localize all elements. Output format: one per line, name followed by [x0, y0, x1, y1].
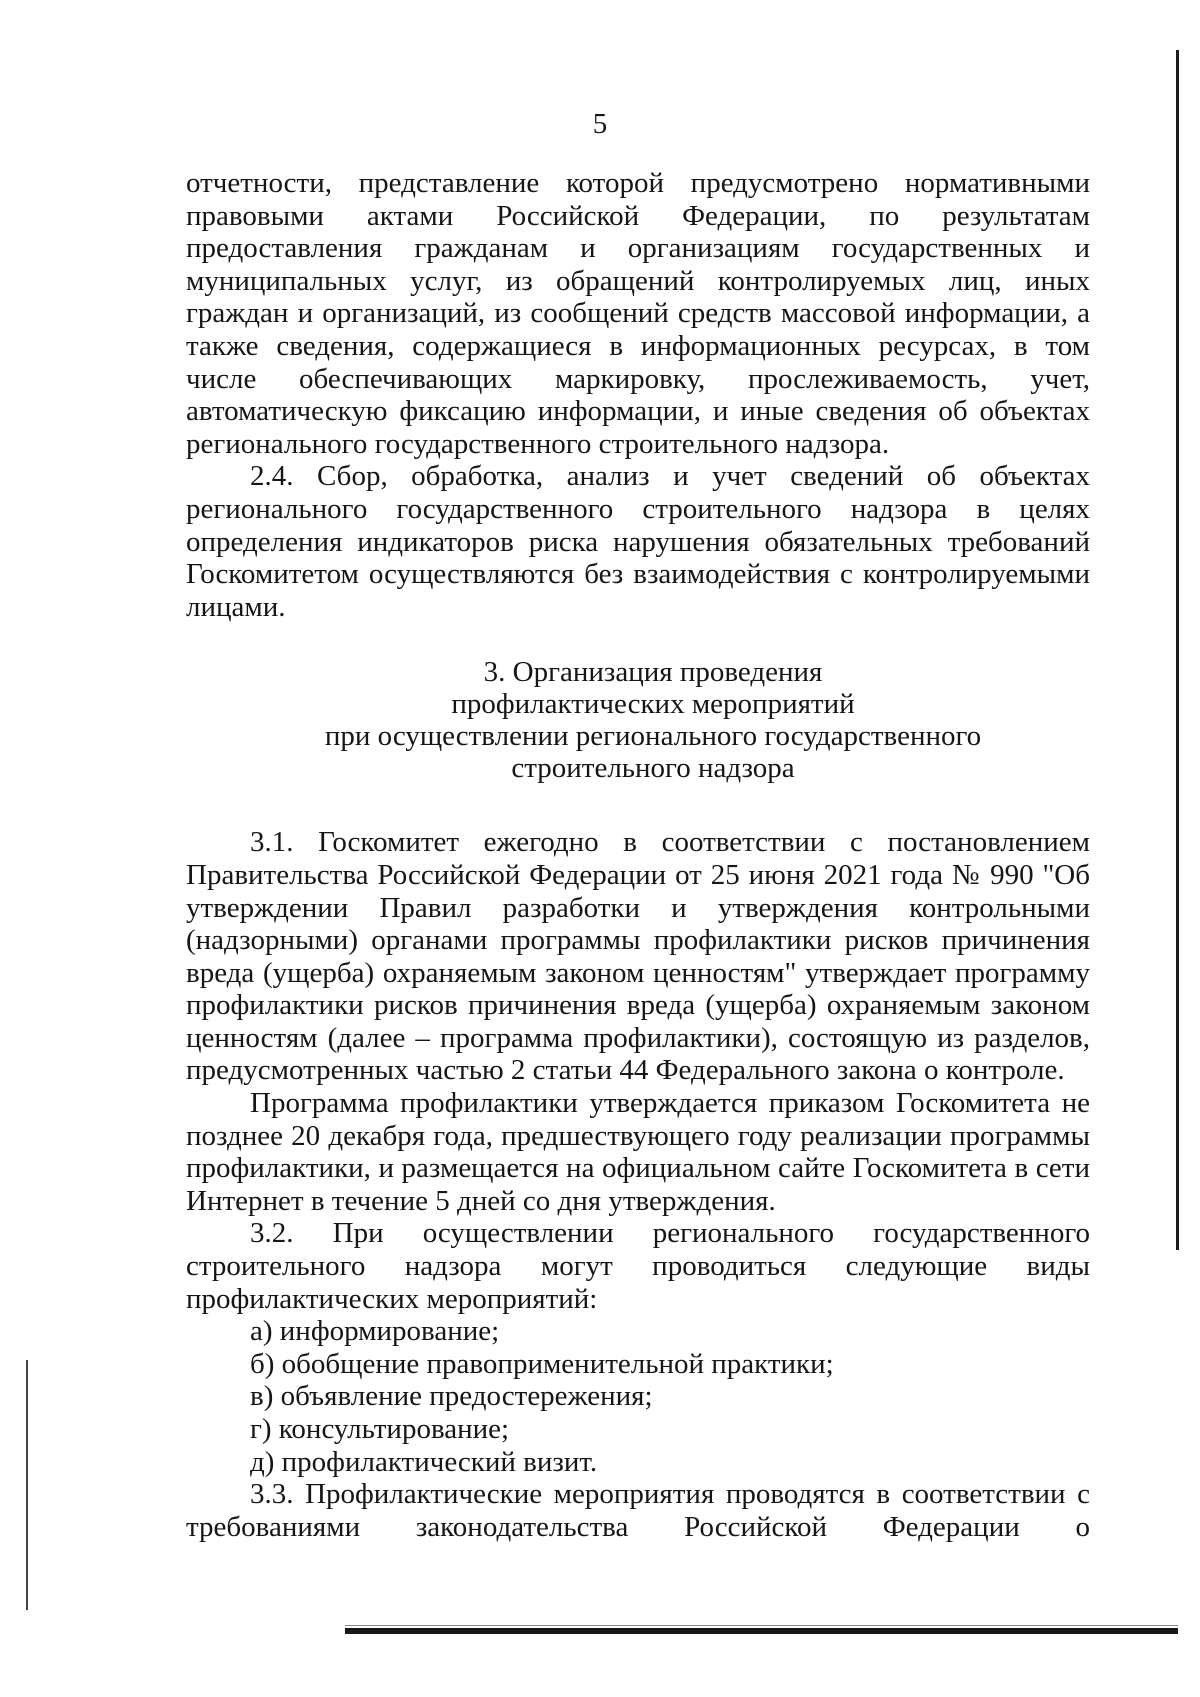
- section-heading-line: при осуществлении регионального государственного: [324, 720, 982, 753]
- section-heading-line: профилактических мероприятий: [451, 688, 855, 721]
- paragraph-3-2: 3.2. При осуществлении регионального государственного строительного надзора могут проводиться следующие виды профилактических мероприятий:: [186, 1217, 1090, 1315]
- list-item-c: в) объявление предостережения;: [250, 1380, 653, 1413]
- document-body: [186, 167, 1090, 1543]
- paragraph-3-1: 3.1. Госкомитет ежегодно в соответствии с постановлением Правительства Российской Федерации от 25 июня 2021 года № 990 "Об утверждении Правил разработки и утверждения контрольными (надзорными) органами программы профилактики рисков причинения вреда (ущерба) охраняемым законом ценностям" утверждает программу профилактики рисков причинения вреда (ущерба) охраняемым законом ценностям (далее – программа профилактики), состоящую из разделов, предусмотренных частью 2 статьи 44 Федерального закона о контроле.: [186, 826, 1090, 1087]
- scan-edge-right: [1176, 50, 1179, 1250]
- page-number: 5: [592, 108, 608, 140]
- list-item-a: а) информирование;: [250, 1315, 500, 1348]
- paragraph-3-3: 3.3. Профилактические мероприятия проводятся в соответствии с требованиями законодательства Российской Федерации о: [186, 1478, 1090, 1543]
- section-heading-line: строительного надзора: [511, 752, 795, 785]
- scan-edge-bottom-thin: [345, 1625, 1178, 1626]
- paragraph-intro-continuation: отчетности, представление которой предусмотрено нормативными правовыми актами Российской Федерации, по результатам предоставления гражданам и организациям государственных и муниципальных услуг, из обращений контролируемых лиц, иных граждан и организаций, из сообщений средств массовой информации, а также сведения, содержащиеся в информационных ресурсах, в том числе обеспечивающих маркировку, прослеживаемость, учет, автоматическую фиксацию информации, и иные сведения об объектах регионального государственного строительного надзора.: [186, 167, 1090, 460]
- section-3-heading: [216, 656, 1090, 784]
- section-heading-line: 3. Организация проведения: [483, 656, 823, 689]
- list-item-b: б) обобщение правоприменительной практики;: [250, 1347, 834, 1380]
- paragraph-program-approval: Программа профилактики утверждается приказом Госкомитета не позднее 20 декабря года, предшествующего году реализации программы профилактики, и размещается на официальном сайте Госкомитета в сети Интернет в течение 5 дней со дня утверждения.: [186, 1087, 1090, 1217]
- paragraph-2-4: 2.4. Сбор, обработка, анализ и учет сведений об объектах регионального государственного строительного надзора в целях определения индикаторов риска нарушения обязательных требований Госкомитетом осуществляются без взаимодействия с контролируемыми лицами.: [186, 460, 1090, 623]
- scan-edge-left: [26, 1360, 28, 1610]
- list-item-e: д) профилактический визит.: [250, 1445, 598, 1478]
- scan-edge-bottom: [345, 1628, 1178, 1634]
- list-item-d: г) консультирование;: [250, 1413, 510, 1445]
